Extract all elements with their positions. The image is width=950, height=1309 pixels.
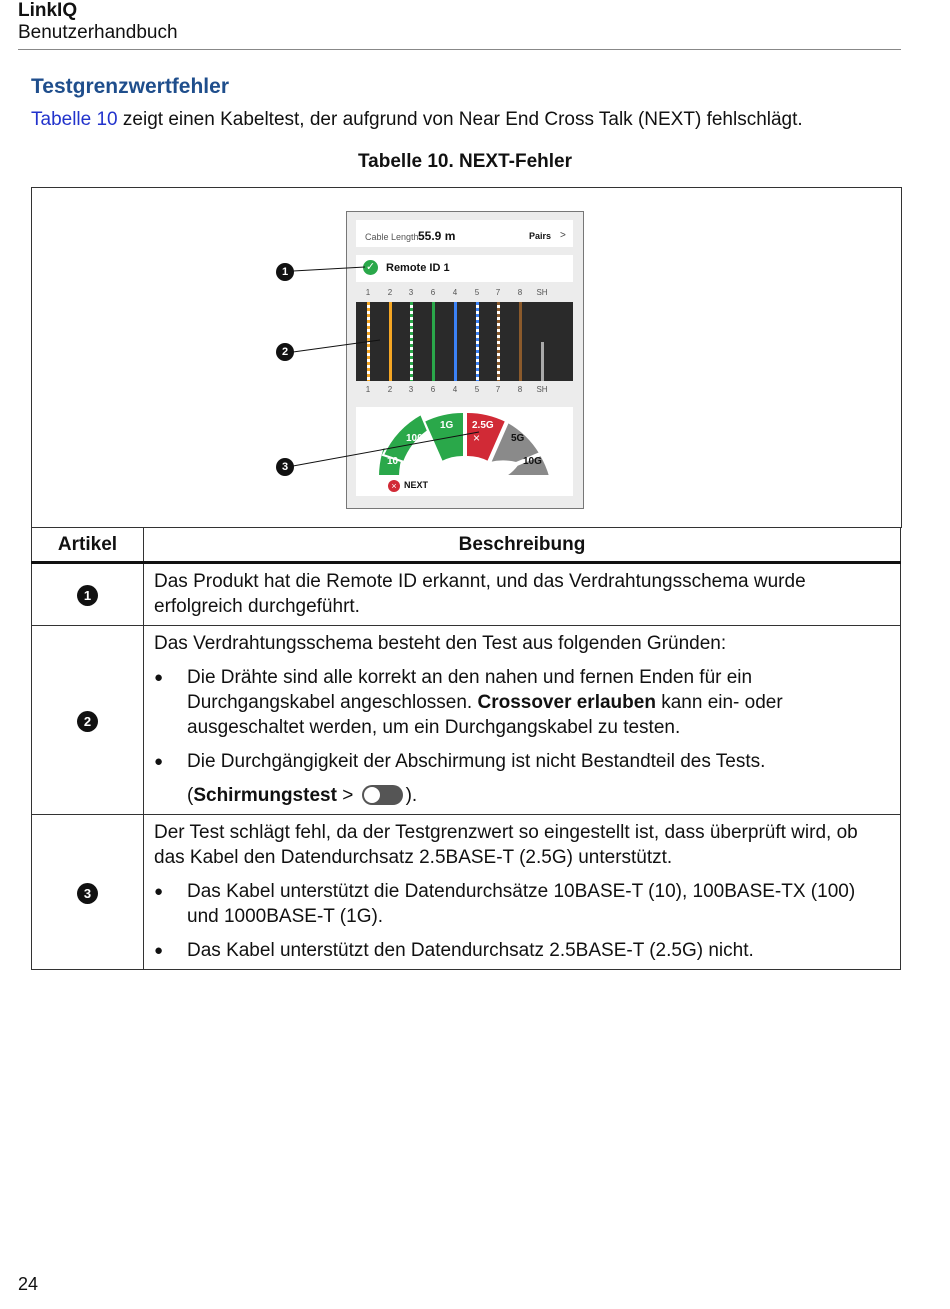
pin-label: 4: [452, 385, 458, 394]
description-cell: [144, 563, 901, 626]
pin-label: SH: [536, 288, 548, 297]
pin-label: 5: [474, 385, 480, 394]
item-cell: [32, 626, 144, 815]
speed-1g-label: 1G: [440, 420, 454, 431]
callout-1: 1: [276, 263, 294, 281]
next-result-label: NEXT: [404, 480, 429, 490]
page-number: 24: [18, 1274, 39, 1294]
product-name: LinkIQ: [18, 0, 78, 21]
row-2-text: Das Verdrahtungsschema besteht den Test aus folgenden Gründen:: [154, 633, 727, 654]
item-number-badge: 3: [77, 883, 98, 904]
table-row: [32, 563, 901, 626]
description-cell: [144, 815, 901, 970]
setting-name: Crossover erlauben: [477, 692, 656, 713]
toggle-off-icon: [362, 785, 403, 805]
speed-5g-label: 5G: [511, 433, 525, 444]
description-table: [31, 527, 901, 970]
callout-3: 3: [276, 458, 294, 476]
cable-length-value: 55.9 m: [418, 229, 456, 243]
intro-text: zeigt einen Kabeltest, der aufgrund von Near End Cross Talk (NEXT) fehlschlägt.: [117, 109, 803, 130]
chevron-right-icon: >: [560, 230, 566, 241]
bullet-item: ● Das Kabel unterstützt die Datendurchsätze 10BASE-T (10), 100BASE-TX (100) und 1000BASE-T (1G).: [154, 879, 891, 929]
bullet-text: Die Drähte sind alle korrekt an den nahen und fernen Enden für ein Durchgangskabel angeschlossen.: [187, 667, 753, 713]
note-text: ).: [405, 785, 418, 806]
pin-label: 7: [495, 288, 501, 297]
speed-10g-label: 10G: [523, 456, 542, 467]
pin-label: 3: [408, 288, 414, 297]
bullet-item: [154, 665, 891, 740]
manual-title: Benutzerhandbuch: [18, 22, 178, 43]
table-row: [32, 815, 901, 970]
pin-label: 6: [430, 288, 436, 297]
pin-label: 4: [452, 288, 458, 297]
cable-length-label: Cable Length:: [365, 232, 422, 242]
remote-id-label: Remote ID 1: [386, 262, 450, 274]
pin-label: 1: [365, 288, 371, 297]
item-cell: [32, 563, 144, 626]
pass-check-icon: ✓: [363, 260, 378, 275]
pairs-button[interactable]: Pairs: [529, 231, 552, 241]
bullet-item: ● Das Kabel unterstützt den Datendurchsatz 2.5BASE-T (2.5G) nicht.: [154, 938, 891, 963]
fail-x-icon: ×: [388, 480, 400, 492]
header-item: Artikel: [32, 528, 144, 563]
table-row: [32, 626, 901, 815]
table-reference-link[interactable]: Tabelle 10: [31, 109, 118, 130]
speed-2-5g-label: 2.5G: [472, 420, 494, 431]
pin-label: 7: [495, 385, 501, 394]
speed-100-label: 100: [406, 433, 423, 444]
pin-label: 1: [365, 385, 371, 394]
bullet-item: [154, 749, 891, 808]
item-cell: [32, 815, 144, 970]
callout-2: 2: [276, 343, 294, 361]
pin-label: 8: [517, 288, 523, 297]
callout-leader-lines: [0, 0, 950, 560]
pin-label: 2: [387, 385, 393, 394]
pin-label: 8: [517, 385, 523, 394]
item-number-badge: 1: [77, 585, 98, 606]
bullet-text: kann ein- oder ausgeschaltet werden, um ein Durchgangskabel zu testen.: [187, 692, 783, 738]
row-1-text: Das Produkt hat die Remote ID erkannt, und das Verdrahtungsschema wurde erfolgreich durchgeführt.: [154, 571, 806, 617]
item-number-badge: 2: [77, 711, 98, 732]
pin-label: 6: [430, 385, 436, 394]
pin-label: SH: [536, 385, 548, 394]
pin-label: 3: [408, 385, 414, 394]
description-cell: [144, 626, 901, 815]
note-text: >: [336, 785, 359, 806]
table-caption: Tabelle 10. NEXT-Fehler: [357, 151, 572, 172]
pin-label: 2: [387, 288, 393, 297]
fail-x-icon: ×: [473, 431, 481, 445]
bullet-text: Die Durchgängigkeit der Abschirmung ist nicht Bestandteil des Tests.: [187, 751, 766, 772]
row-3-text: Der Test schlägt fehl, da der Testgrenzwert so eingestellt ist, dass überprüft wird, ob das Kabel den Datendurchsatz 2.5BASE-T (2.5G) unterstützt.: [154, 822, 858, 868]
note-text: (: [187, 785, 194, 806]
header-description: Beschreibung: [144, 528, 901, 563]
shield-test-note: [187, 783, 891, 808]
speed-10-label: 10: [387, 456, 399, 467]
setting-name: Schirmungstest: [193, 785, 337, 806]
section-title: Testgrenzwertfehler: [31, 75, 229, 98]
pin-label: 5: [474, 288, 480, 297]
